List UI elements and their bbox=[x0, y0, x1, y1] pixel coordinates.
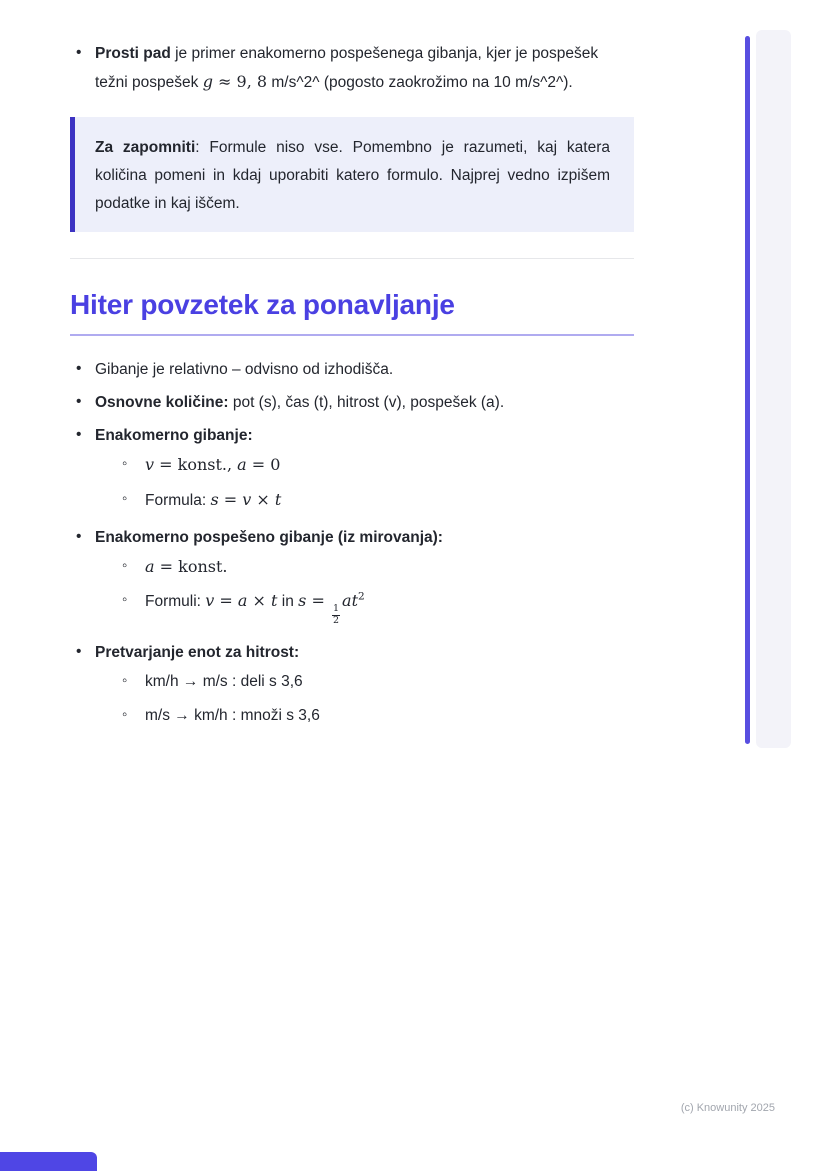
math-var: g bbox=[202, 71, 213, 91]
circle-bullet-icon: ◦ bbox=[122, 489, 128, 507]
math-var: a bbox=[237, 455, 247, 475]
bullet-icon: • bbox=[76, 527, 82, 545]
math-text: = bbox=[214, 591, 238, 611]
list-item bbox=[120, 453, 634, 477]
math-var: a bbox=[342, 591, 352, 611]
list-item-bold-text: Enakomerno pospešeno gibanje (iz mirovanja): bbox=[95, 528, 443, 546]
math-var: s bbox=[210, 489, 219, 509]
math-expression bbox=[210, 490, 281, 509]
list-item-text: Gibanje je relativno – odvisno od izhodišča. bbox=[95, 360, 394, 378]
intro-bold-text: Prosti pad bbox=[95, 45, 171, 62]
circle-bullet-icon: ◦ bbox=[122, 455, 128, 473]
formula-label: Formula: bbox=[145, 491, 211, 509]
intro-text: je primer enakomerno pospešenega gibanja, kjer je pospešek težni pospešek bbox=[95, 45, 599, 91]
bullet-icon: • bbox=[76, 44, 82, 61]
math-var: s bbox=[298, 591, 307, 611]
bullet-icon: • bbox=[76, 359, 82, 377]
list-item-bold-text: Enakomerno gibanje: bbox=[95, 427, 253, 445]
scrollbar-thumb[interactable] bbox=[745, 36, 750, 744]
notes-content bbox=[70, 40, 634, 741]
math-expression bbox=[298, 591, 365, 627]
formula-label: Formuli: bbox=[145, 593, 206, 611]
math-expression bbox=[145, 557, 227, 576]
list-item bbox=[70, 424, 634, 512]
math-var: a bbox=[145, 557, 155, 577]
math-exponent: 2 bbox=[358, 591, 365, 604]
list-item bbox=[70, 391, 634, 414]
math-text: = 0 bbox=[246, 455, 281, 475]
list-item-text: m/s → km/h : množi s 3,6 bbox=[145, 706, 320, 724]
bullet-icon: • bbox=[76, 392, 82, 410]
list-item-text: pot (s), čas (t), hitrost (v), pospešek (a). bbox=[228, 393, 505, 411]
list-item bbox=[70, 40, 634, 97]
math-var: v bbox=[205, 591, 215, 611]
list-item bbox=[120, 704, 634, 727]
circle-bullet-icon: ◦ bbox=[122, 591, 128, 609]
math-text: × bbox=[251, 489, 275, 509]
math-var: t bbox=[271, 591, 278, 611]
math-text: = konst. bbox=[154, 557, 228, 577]
callout-paragraph bbox=[95, 134, 610, 218]
math-text: = bbox=[218, 489, 243, 509]
math-expression bbox=[205, 591, 277, 610]
list-item-bold-text: Pretvarjanje enot za hitrost: bbox=[95, 644, 300, 662]
math-var: a bbox=[237, 591, 248, 611]
sub-list bbox=[120, 670, 634, 727]
list-item bbox=[120, 488, 634, 512]
fraction-numerator: 1 bbox=[332, 603, 340, 615]
list-item-bold-text: Osnovne količine: bbox=[95, 393, 229, 411]
section-heading: Hiter povzetek za ponavljanje bbox=[70, 289, 634, 335]
math-var: v bbox=[145, 455, 155, 475]
list-item bbox=[120, 589, 634, 627]
callout-text: : Formule niso vse. Pomembno je razumeti, kaj katera količina pomeni in kdaj uporabiti katero formulo. Najprej vedno izpišem podatke in kaj iščem. bbox=[95, 138, 610, 212]
sub-list bbox=[120, 555, 634, 627]
math-text: = bbox=[306, 591, 330, 611]
scrollbar-track[interactable] bbox=[756, 30, 791, 748]
intro-list bbox=[70, 40, 634, 97]
math-expression bbox=[145, 455, 280, 474]
math-text: = konst., bbox=[154, 455, 238, 475]
section-divider bbox=[70, 258, 634, 259]
circle-bullet-icon: ◦ bbox=[122, 705, 128, 723]
callout-label: Za zapomniti bbox=[95, 138, 196, 156]
intro-tail-text: m/s^2^ (pogosto zaokrožimo na 10 m/s^2^). bbox=[267, 73, 573, 91]
list-item bbox=[70, 358, 634, 381]
list-item bbox=[70, 641, 634, 727]
summary-list bbox=[70, 358, 634, 727]
list-item bbox=[120, 670, 634, 693]
bullet-icon: • bbox=[76, 426, 82, 444]
math-var: t bbox=[274, 489, 282, 509]
math-text: ≈ 9, 8 bbox=[212, 71, 268, 91]
math-expression bbox=[203, 72, 267, 91]
sub-list bbox=[120, 453, 634, 512]
connector-text: in bbox=[277, 593, 299, 611]
bottom-left-bar bbox=[0, 1152, 97, 1171]
circle-bullet-icon: ◦ bbox=[122, 672, 128, 690]
math-var: v bbox=[242, 489, 252, 509]
circle-bullet-icon: ◦ bbox=[122, 557, 128, 575]
math-var: t bbox=[351, 591, 358, 611]
list-item bbox=[120, 555, 634, 579]
copyright-text: (c) Knowunity 2025 bbox=[680, 1102, 775, 1114]
callout-note bbox=[70, 117, 634, 233]
list-item-text: km/h → m/s : deli s 3,6 bbox=[145, 673, 303, 691]
list-item bbox=[70, 526, 634, 627]
fraction bbox=[332, 604, 340, 627]
bullet-icon: • bbox=[76, 643, 82, 661]
math-text: × bbox=[247, 591, 272, 611]
fraction-denominator: 2 bbox=[332, 615, 340, 627]
